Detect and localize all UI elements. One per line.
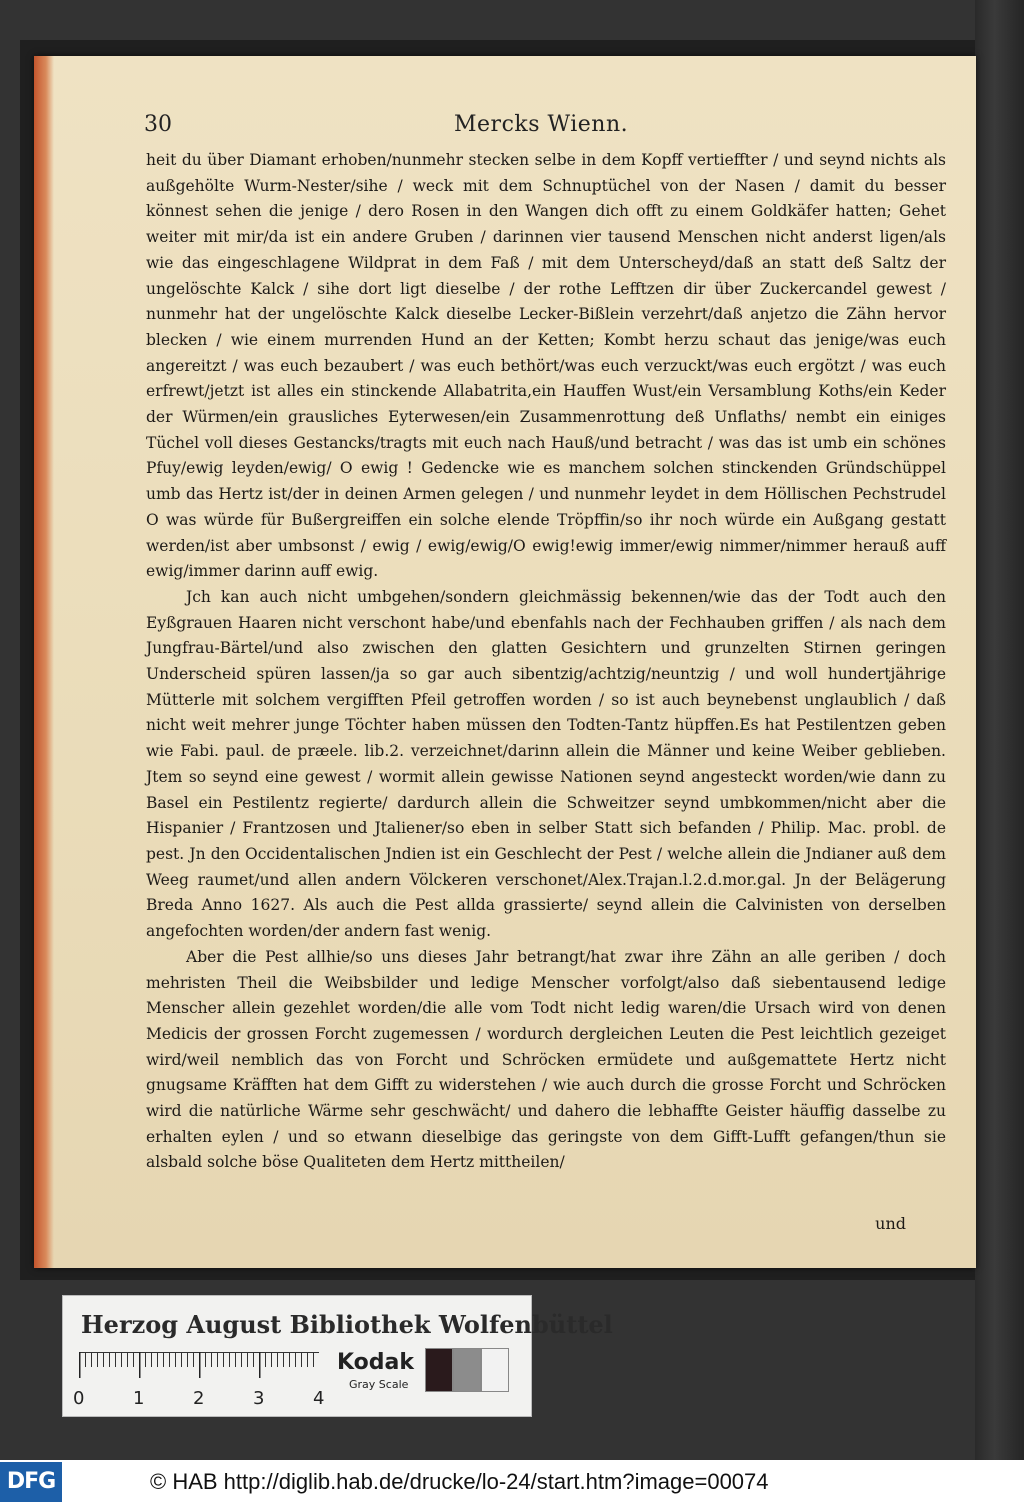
dfg-logo: DFG	[0, 1462, 62, 1502]
kodak-brand: Kodak	[337, 1350, 414, 1375]
page-body-text	[146, 148, 946, 1176]
running-head: Mercks Wienn.	[454, 112, 629, 137]
library-label-card	[62, 1295, 613, 1417]
paragraph-1: heit du über Diamant erhoben/nunmehr stecken selbe in dem Kopff vertieffter / und seynd nichts als außgehölte Wurm-Nester/sihe / weck mit dem Schnuptüchel von der Nasen / damit du besser könnest sehen die jenige / dero Rosen in den Wangen dich offt zu einem Goldkäfer hatten; Gehet weiter mit mir/da ist ein andere Gruben / darinnen vier tausend Menschen nicht anderst ligen/als wie das eingeschlagene Wildprat in dem Faß / mit dem Unterscheyd/daß an statt deß Saltz der ungelöschte Kalck / sihe dort ligt dieselbe / der rothe Lefftzen dir über Zuckercandel gewest / nunmehr hat der ungelöschte Kalck dieselbe Lecker-Bißlein verzehrt/daß anjetzo die Zähn hervor blecken / wie einem murrenden Hund an der Ketten; Kombt herzu schaut das jenige/was euch angereitzt / was euch bezaubert / was euch bethört/was euch verzuckt/was euch ergötzt / was euch erfrewt/jetzt ist alles ein stinckende Allabatrita,ein Hauffen Wust/ein Versamblung Koths/ein Keder der Würmen/ein grausliches Eyterwesen/ein Zusammenrottung deß Unflaths/ nembt ein einiges Tüchel voll dieses Gestancks/tragts mit euch nach Hauß/und betracht / was das ist umb ein schönes Pfuy/ewig leyden/ewig/ O ewig ! Gedencke wie es manchem solchen stinckenden Gründschüppel umb das Hertz ist/der in deinen Armen gelegen / und nunmehr leydet in dem Höllischen Pechstrudel O was würde für Bußergreiffen ein solche elende Tröpffin/so ihr noch würde ein Außgang gestatt werden/ist aber umbsonst / ewig / ewig/ewig/O ewig!ewig immer/ewig nimmer/nimmer herauß auff ewig/immer darinn auff ewig.	[146, 151, 946, 581]
ruler-number-1: 1	[133, 1388, 145, 1409]
ruler-number-3: 3	[253, 1388, 265, 1409]
gray-swatch-mid	[453, 1348, 481, 1392]
gray-scale-swatches	[425, 1348, 509, 1392]
page-number: 30	[144, 112, 172, 137]
footer-copyright-url[interactable]: © HAB http://diglib.hab.de/drucke/lo-24/start.htm?image=00074	[150, 1469, 769, 1494]
page-edge-color	[34, 56, 54, 1268]
library-name: Herzog August Bibliothek Wolfenbüttel	[81, 1310, 613, 1339]
book-page	[34, 56, 976, 1268]
paragraph-2: Jch kan auch nicht umbgehen/sondern gleichmässig bekennen/wie das der Todt auch den Eyßgrauen Haaren nicht verschont habe/und ebenfahls nach der Fechhauben griffen / als nach dem Jungfrau-Bärtel/und also zwischen den glatten Gesichtern und grunzelten Stirnen geringen Underscheid spüren lassen/ja so gar auch sibentzig/achtzig/neuntzig / und woll hundertjährige Mütterle mit solchem vergifften Pfeil getroffen worden / so ist auch beynebenst unglaublich / daß nicht weit mehrer junge Töchter haben müssen den Todten-Tantz hüpffen.Es hat Pestilentzen geben wie Fabi. paul. de præele. lib.2. verzeichnet/darinn allein die Männer und keine Weiber geblieben. Jtem so seynd eine gewest / wormit allein gewisse Nationen seynd angesteckt worden/wie dann zu Basel ein Pestilentz regierte/ dardurch allein die Schweitzer seynd umbkommen/nicht aber die Hispanier / Frantzosen und Jtaliener/so eben in selber Statt sich befanden / Philip. Mac. probl. de pest. Jn den Occidentalischen Jndien ist ein Geschlecht der Pest / welche allein die Jndianer auß dem Weeg raumet/und allen andern Völckeren verschonet/Alex.Trajan.l.2.d.mor.gal. Jn der Belägerung Breda Anno 1627. Als auch die Pest allda grassierte/ seynd allein die Calvinisten von derselben angefochten worden/der andern fast wenig.	[146, 587, 946, 941]
gray-swatch-light	[481, 1348, 509, 1392]
catchword: und	[875, 1214, 906, 1233]
binding-edge	[975, 0, 1024, 1460]
ruler-number-0: 0	[73, 1388, 85, 1409]
kodak-subtitle: Gray Scale	[349, 1378, 409, 1391]
gray-swatch-dark	[425, 1348, 453, 1392]
page-header	[34, 112, 976, 148]
paragraph-3: Aber die Pest allhie/so uns dieses Jahr betrangt/hat zwar ihre Zähn an alle geriben / doch mehristen Theil die Weibsbilder und ledige Menscher vorfolgt/also daß siebentausend ledige Menscher allein gezehlet worden/die alle vom Todt nicht ledig waren/die Ursach wird von denen Medicis der grossen Forcht zugemessen / wordurch dergleichen Leuten die Pest leichtlich gezeiget wird/weil nemblich das von Forcht und Schröcken ermüdete und außgemattete Hertz nicht gnugsame Kräfften hat dem Gifft zu widerstehen / wie auch durch die grosse Forcht und Schröcken wird die natürliche Wärme sehr geschwächt/ und dahero die lebhaffte Geister häuffig dasselbe zu erhalten eylen / und so etwann dieselbige das geringste von dem Gifft-Lufft gefangen/thun sie alsbald solche böse Qualiteten dem Hertz mittheilen/	[146, 947, 946, 1172]
ruler-number-4: 4	[313, 1388, 325, 1409]
ruler-major-ticks	[79, 1352, 319, 1378]
ruler-number-2: 2	[193, 1388, 205, 1409]
